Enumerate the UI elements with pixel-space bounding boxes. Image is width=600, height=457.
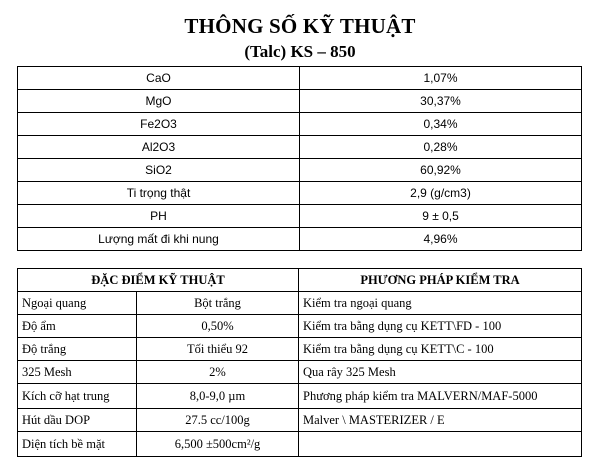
- table-row: [18, 384, 582, 409]
- page-subtitle: (Talc) KS – 850: [244, 42, 356, 61]
- characteristics-table: [17, 268, 582, 457]
- header-test-method: PHƯƠNG PHÁP KIỂM TRA: [299, 269, 582, 292]
- property-name: Độ trắng: [18, 338, 137, 361]
- property-value: Bột trắng: [137, 292, 299, 315]
- table-row: [18, 228, 582, 251]
- spec-name: Lượng mất đi khi nung: [18, 228, 300, 251]
- spec-value: 30,37%: [300, 90, 582, 113]
- spec-name: Fe2O3: [18, 113, 300, 136]
- test-method: Qua rây 325 Mesh: [299, 361, 582, 384]
- property-name: Diện tích bề mặt: [18, 432, 137, 457]
- table-row: [18, 90, 582, 113]
- spec-value: 0,28%: [300, 136, 582, 159]
- table-header-row: [18, 269, 582, 292]
- table-row: [18, 338, 582, 361]
- spec-name: CaO: [18, 67, 300, 90]
- table-row: [18, 205, 582, 228]
- spec-table: [17, 66, 582, 251]
- property-value: 6,500 ±500cm²/g: [137, 432, 299, 457]
- test-method: Phương pháp kiểm tra MALVERN/MAF-5000: [299, 384, 582, 409]
- spec-value: 9 ± 0,5: [300, 205, 582, 228]
- table-row: [18, 113, 582, 136]
- test-method: Kiểm tra ngoại quang: [299, 292, 582, 315]
- property-value: 2%: [137, 361, 299, 384]
- table-row: [18, 182, 582, 205]
- property-name: Độ ẩm: [18, 315, 137, 338]
- spec-value: 60,92%: [300, 159, 582, 182]
- spec-name: MgO: [18, 90, 300, 113]
- spec-value: 4,96%: [300, 228, 582, 251]
- spec-value: 2,9 (g/cm3): [300, 182, 582, 205]
- test-method: Kiểm tra bằng dụng cụ KETT\FD - 100: [299, 315, 582, 338]
- table-row: [18, 292, 582, 315]
- test-method: Kiểm tra bằng dụng cụ KETT\C - 100: [299, 338, 582, 361]
- page-title: THÔNG SỐ KỸ THUẬT: [184, 14, 416, 38]
- table-row: [18, 361, 582, 384]
- table-row: [18, 159, 582, 182]
- table-row: [18, 67, 582, 90]
- property-value: Tối thiểu 92: [137, 338, 299, 361]
- property-name: Ngoại quang: [18, 292, 137, 315]
- property-value: 0,50%: [137, 315, 299, 338]
- property-value: 8,0-9,0 µm: [137, 384, 299, 409]
- header-characteristics: ĐẶC ĐIỂM KỸ THUẬT: [18, 269, 299, 292]
- property-value: 27.5 cc/100g: [137, 409, 299, 432]
- table-row: [18, 136, 582, 159]
- property-name: Kích cỡ hạt trung: [18, 384, 137, 409]
- property-name: 325 Mesh: [18, 361, 137, 384]
- property-name: Hút dầu DOP: [18, 409, 137, 432]
- table-row: [18, 409, 582, 432]
- table-row: [18, 315, 582, 338]
- spec-name: PH: [18, 205, 300, 228]
- spec-value: 0,34%: [300, 113, 582, 136]
- spec-name: SiO2: [18, 159, 300, 182]
- spec-value: 1,07%: [300, 67, 582, 90]
- spec-name: Ti trọng thật: [18, 182, 300, 205]
- test-method: Malver \ MASTERIZER / E: [299, 409, 582, 432]
- spec-name: Al2O3: [18, 136, 300, 159]
